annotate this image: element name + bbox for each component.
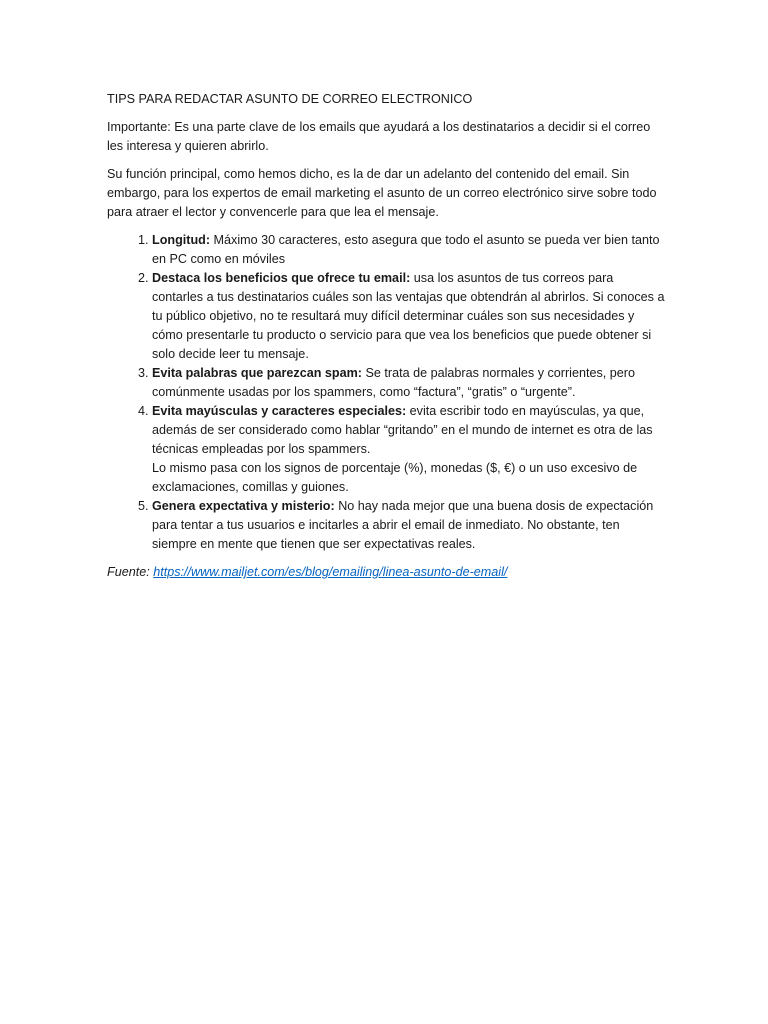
list-item (152, 402, 667, 497)
source-link[interactable]: https://www.mailjet.com/es/blog/emailing/linea-asunto-de-email/ (153, 565, 508, 579)
tip-text: Se trata de palabras normales y corrientes, pero comúnmente usadas por los spammers, como “factura”, “gratis” o “urgente”. (152, 366, 635, 399)
tip-label: Genera expectativa y misterio: (152, 499, 335, 513)
paragraph-funcion-principal: Su función principal, como hemos dicho, es la de dar un adelanto del contenido del email. Sin embargo, para los expertos de email marketing el asunto de un correo electrónico sirve sobre todo para atraer el lector y convencerle para que lea el mensaje. (107, 167, 657, 219)
list-item (152, 231, 667, 269)
list-item (152, 364, 667, 402)
list-item (152, 269, 667, 364)
paragraph-importante: Importante: Es una parte clave de los emails que ayudará a los destinatarios a decidir si el correo les interesa y quieren abrirlo. (107, 120, 651, 153)
tip-label: Evita palabras que parezcan spam: (152, 366, 362, 380)
document-page (107, 90, 667, 582)
tip-label: Destaca los beneficios que ofrece tu email: (152, 271, 411, 285)
tip-text: evita escribir todo en mayúsculas, ya que, además de ser considerado como hablar “gritando” en el mundo de internet es otra de las técnicas empleadas por los spammers. (152, 404, 653, 456)
tip-text: No hay nada mejor que una buena dosis de expectación para tentar a tus usuarios e incitarles a abrir el email de inmediato. No obstante, ten siempre en mente que tienen que ser expectativas reales. (152, 499, 654, 551)
list-item (152, 497, 667, 554)
tip-text: usa los asuntos de tus correos para contarles a tus destinatarios cuáles son las ventajas que obtendrán al abrirlos. Si conoces a tu público objetivo, no te resultará muy difícil determinar cuáles son sus necesidades y cómo presentarle tu producto o servicio para que vea los beneficios que puede obtener si solo decide leer tu mensaje. (152, 271, 665, 361)
tip-label: Evita mayúsculas y caracteres especiales: (152, 404, 407, 418)
source-line (107, 563, 667, 582)
tip-text: Máximo 30 caracteres, esto asegura que todo el asunto se pueda ver bien tanto en PC como en móviles (152, 233, 660, 266)
document-title: TIPS PARA REDACTAR ASUNTO DE CORREO ELECTRONICO (107, 92, 473, 106)
tip-label: Longitud: (152, 233, 211, 247)
source-label: Fuente: (107, 565, 150, 579)
tip-extra-text: Lo mismo pasa con los signos de porcentaje (%), monedas ($, €) o un uso excesivo de exclamaciones, comillas y guiones. (152, 461, 638, 494)
tips-list (107, 231, 667, 554)
